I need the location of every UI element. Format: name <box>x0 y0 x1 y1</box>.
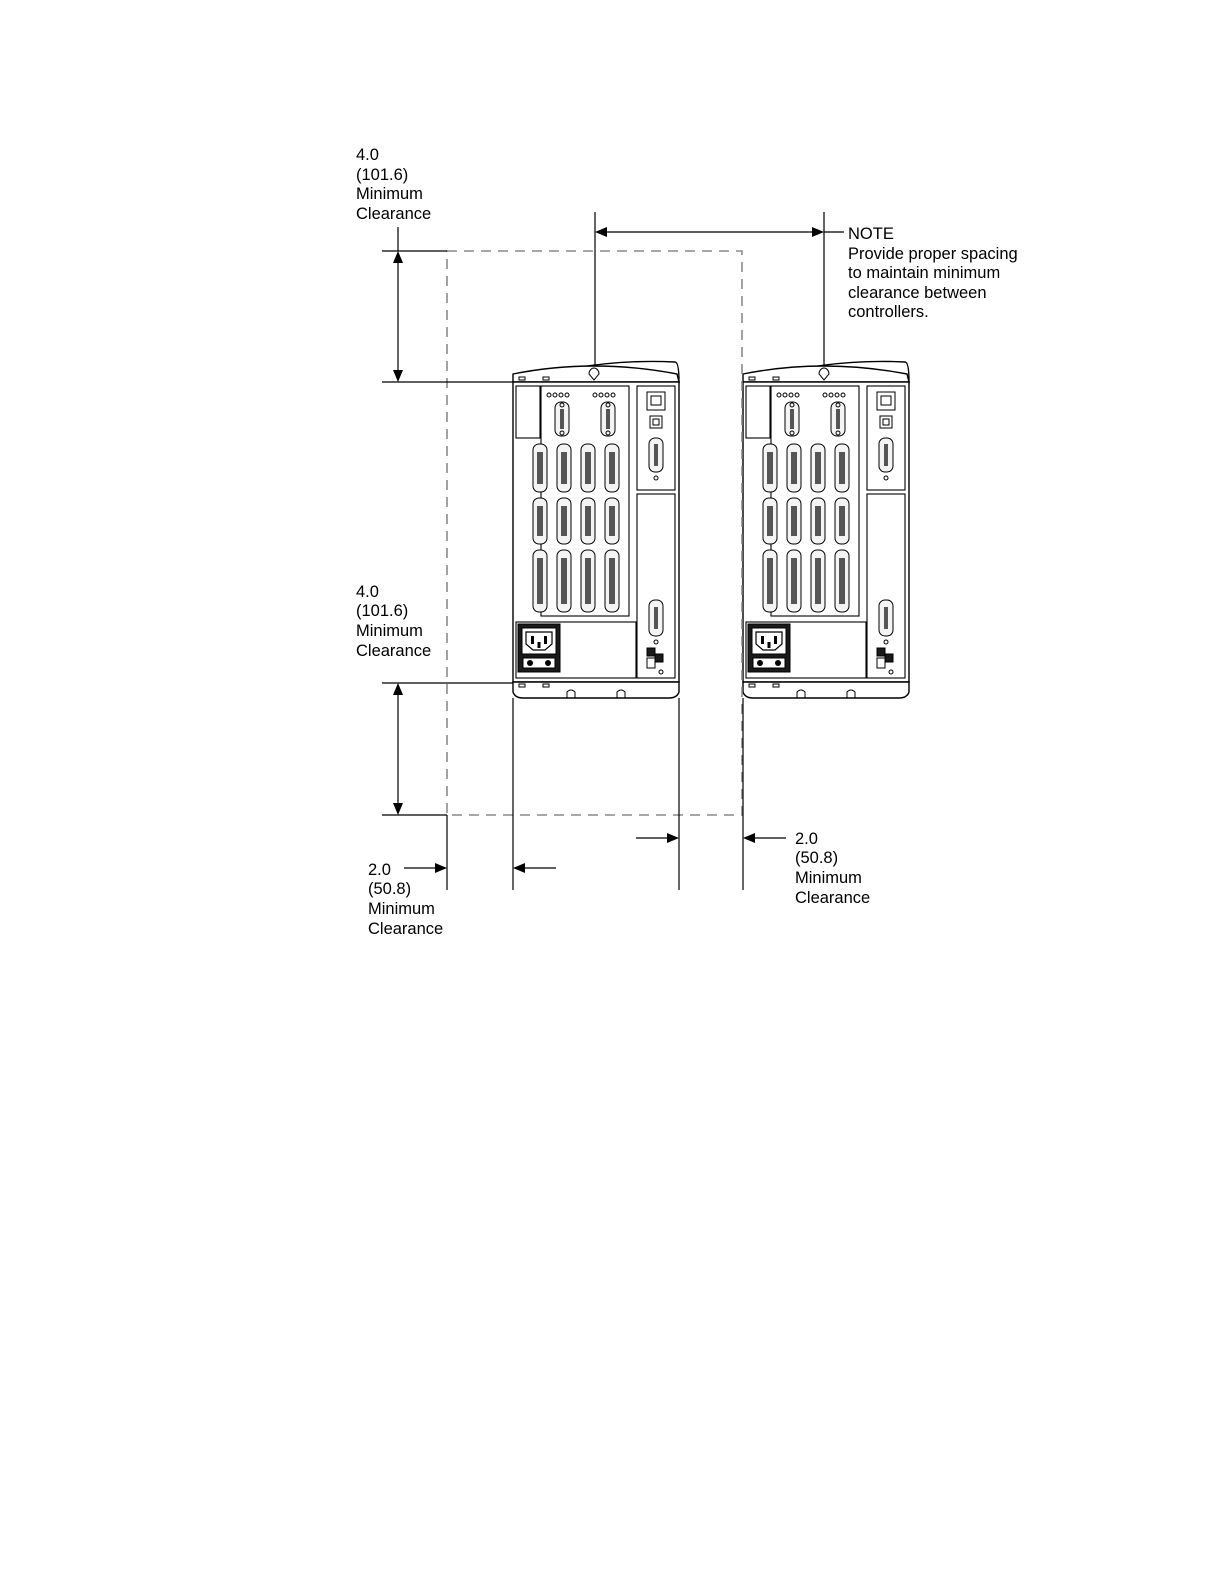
bottom-clearance-dimension <box>393 683 403 815</box>
clearance-right-label: 2.0 (50.8) Minimum Clearance <box>795 830 871 907</box>
spacing-note: NOTE Provide proper spacing to maintain minimum clearance between controllers. <box>848 225 1018 321</box>
clearance-left-label: 2.0 (50.8) Minimum Clearance <box>368 861 444 938</box>
note-heading: NOTE <box>848 225 894 243</box>
top-clearance-dimension <box>393 227 403 382</box>
clearance-top-label: 4.0 (101.6) Minimum Clearance <box>356 146 432 223</box>
controller-unit-right-icon <box>743 361 909 698</box>
controller-spacing-dimension <box>595 212 844 366</box>
controller-unit-left-icon <box>513 361 679 698</box>
clearance-bottom-label: 4.0 (101.6) Minimum Clearance <box>356 583 432 660</box>
right-clearance-dimension <box>636 833 786 843</box>
left-clearance-dimension <box>404 863 556 873</box>
